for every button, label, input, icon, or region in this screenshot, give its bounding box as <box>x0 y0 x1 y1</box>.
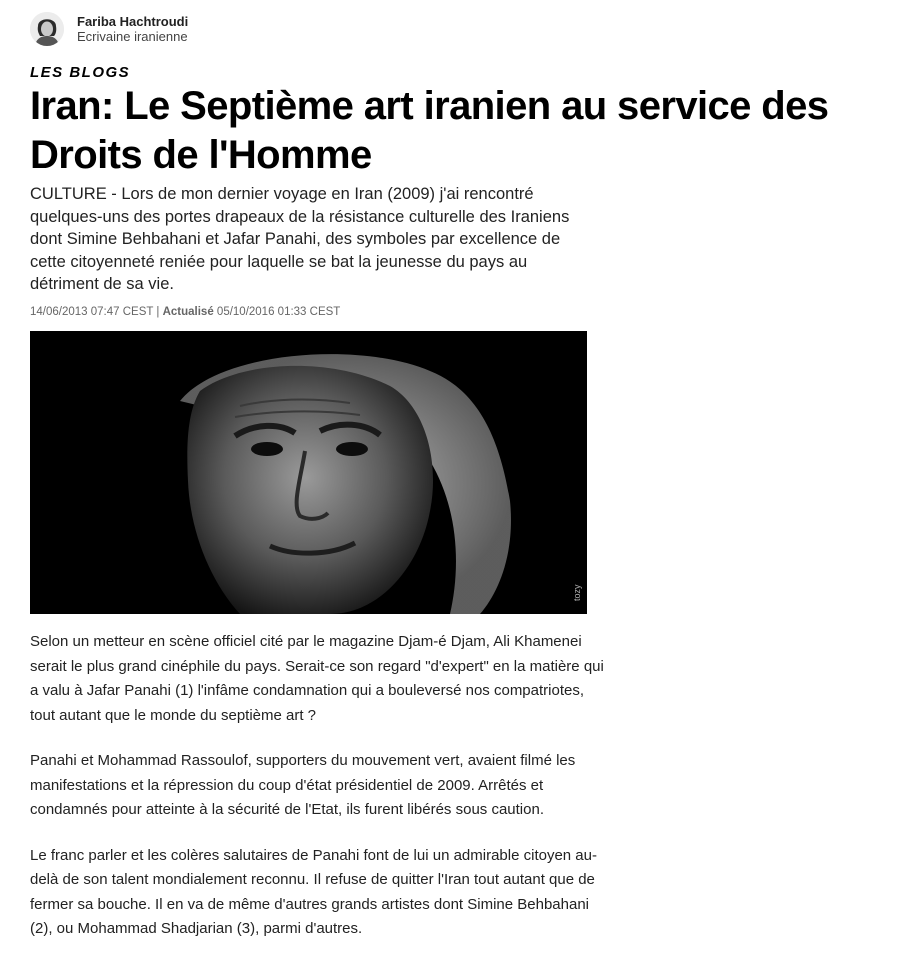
updated-date: 05/10/2016 01:33 CEST <box>216 306 341 318</box>
article-body <box>30 630 610 963</box>
body-paragraph-2: Panahi et Mohammad Rassoulof, supporters du mouvement vert, avaient filmé les manifestations et la répression du coup d'état présidentiel de 2009. Arrêtés et condamnés pour atteinte à la sécurité de l'Etat, ils furent libérés sous caution. <box>30 752 576 818</box>
body-paragraph-3: Le franc parler et les colères salutaires de Panahi font de lui un admirable citoyen au-delà de son talent mondialement reconnu. Il refuse de quitter l'Iran tout autant que de fermer sa bouche. Il en va de même d'autres grands artistes dont Simine Behbahani (2), ou Mohammad Shadjarian (3), parmi d'autres. <box>30 846 597 937</box>
section-label[interactable]: LES BLOGS <box>30 64 131 81</box>
date-separator: | <box>153 306 163 318</box>
author-block[interactable] <box>30 12 188 46</box>
article-lead: CULTURE - Lors de mon dernier voyage en Iran (2009) j'ai rencontré quelques-uns des portes drapeaux de la résistance culturelle des Iraniens dont Simine Behbahani et Jafar Panahi, des symboles par excellence de cette citoyenneté reniée pour laquelle se bat la jeunesse du pays au détriment de sa vie. <box>30 185 570 293</box>
author-portrait-image <box>30 12 64 46</box>
article-headline: Iran: Le Septième art iranien au service des Droits de l'Homme <box>30 84 829 177</box>
published-date: 14/06/2013 07:47 CEST <box>30 306 154 318</box>
author-avatar[interactable] <box>30 12 64 46</box>
author-name[interactable]: Fariba Hachtroudi <box>77 14 189 29</box>
portrait-photo-image <box>30 331 587 614</box>
updated-label: Actualisé <box>162 306 214 318</box>
author-role: Ecrivaine iranienne <box>77 29 188 44</box>
body-paragraph-1: Selon un metteur en scène officiel cité par le magazine Djam-é Djam, Ali Khamenei serait le plus grand cinéphile du pays. Serait-ce son regard "d'expert" en la matière qui a valu à Jafar Panahi (1) l'infâme condamnation qui a bouleversé nos compatriotes, tout autant que le monde du septième art ? <box>30 633 604 724</box>
article-dates <box>30 306 340 318</box>
photo-signature: tozy <box>572 584 582 601</box>
article-photo <box>30 331 587 614</box>
